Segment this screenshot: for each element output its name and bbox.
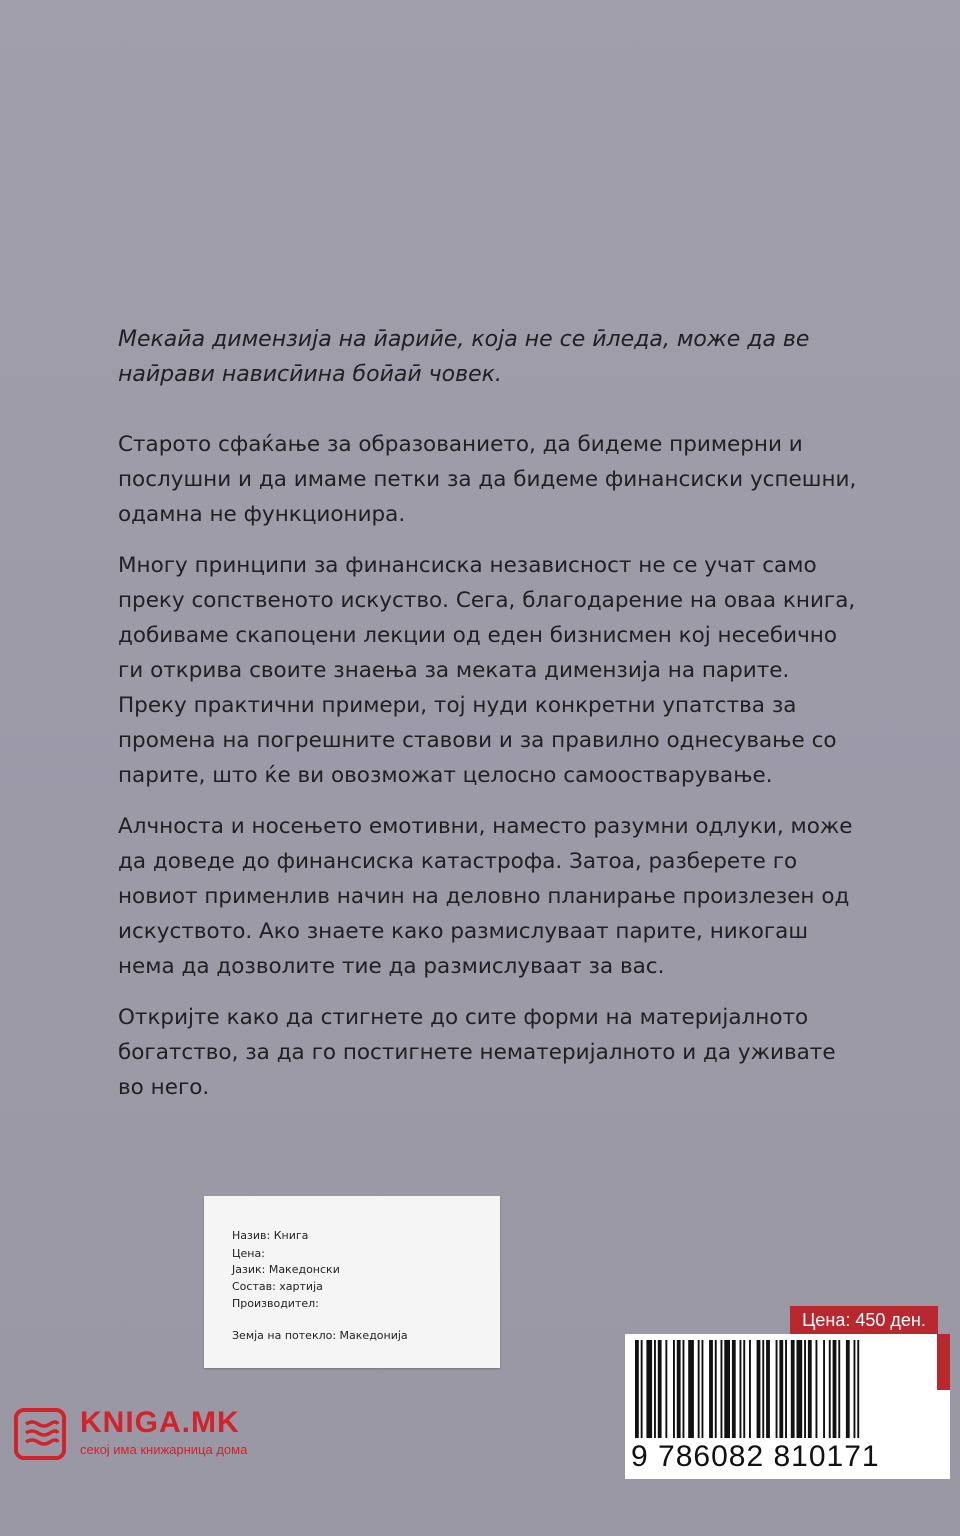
cover-quote: Мекаӣа димензија на ӣариӣе, која не се ӣледа, може да ве наӣрави нависӣина боӣаӣ човек.: [118, 327, 810, 387]
barcode-bar: [709, 1340, 713, 1438]
description-text: [118, 427, 858, 1121]
sticker-price: Цена:: [232, 1247, 265, 1260]
barcode-bar: [797, 1340, 803, 1438]
paragraph-2: Многу принципи за финансиска независност не се учат само преку сопственото искуство. Сега, благодарение на оваа книга, добиваме скапоцени лекции од еден бизнисмен кој несебично ги открива своите знаења за меката димензија на парите. Преку практични примери, тој нуди конкретни упатства за промена на погрешните ставови и за правилно однесување со парите, што ќе ви овозможат целосно самоостварување.: [118, 553, 856, 788]
barcode-bar: [721, 1340, 723, 1438]
barcode-bar: [776, 1340, 778, 1438]
price-tag: Цена: 450 ден.: [790, 1306, 938, 1334]
red-edge-strip: [937, 1334, 950, 1390]
barcode: [625, 1334, 950, 1479]
barcode-bar: [785, 1340, 787, 1438]
book-logo-icon: [14, 1408, 66, 1460]
barcode-bar: [791, 1340, 795, 1438]
barcode-bar: [641, 1340, 643, 1438]
product-info-sticker: [204, 1196, 500, 1368]
barcode-number: 9 786082 810171: [631, 1440, 880, 1473]
barcode-bar: [749, 1340, 751, 1438]
barcode-bar: [665, 1340, 667, 1438]
sticker-manufacturer: Производител:: [232, 1297, 319, 1310]
sticker-name: Назив: Книга: [232, 1229, 309, 1242]
barcode-bar: [833, 1340, 837, 1438]
barcode-bar: [743, 1340, 745, 1438]
sticker-composition: Состав: хартија: [232, 1280, 323, 1293]
barcode-bar: [829, 1340, 831, 1438]
barcode-bar: [715, 1340, 717, 1438]
barcode-bar: [757, 1340, 761, 1438]
barcode-bar: [724, 1340, 730, 1438]
barcode-bar: [762, 1340, 764, 1438]
paragraph-1: Старото сфаќање за образованието, да бидеме примерни и послушни и да имаме петки за да бидеме финансиски успешни, одамна не функционира.: [118, 432, 857, 527]
logo-name: KNIGA.MK: [80, 1406, 240, 1439]
paragraph-3: Алчноста и носењето емотивни, наместо разумни одлуки, може да доведе до финансиска катастрофа. Затоа, разберете го новиот применлив начин на деловно планирање произлезен од искуството. Ако знаете како размислуваат парите, никогаш нема да дозволите тие да размислуваат за вас.: [118, 814, 853, 979]
barcode-bar: [654, 1340, 656, 1438]
barcode-bar: [646, 1340, 652, 1438]
barcode-bar: [673, 1340, 675, 1438]
barcode-bar: [740, 1340, 742, 1438]
logo-tagline: секој има книжарница дома: [80, 1442, 248, 1457]
sticker-language: Јазик: Македонски: [232, 1263, 340, 1276]
barcode-bar: [688, 1340, 694, 1438]
barcode-bars: [633, 1340, 923, 1442]
barcode-bar: [677, 1340, 681, 1438]
barcode-bar: [846, 1340, 850, 1438]
barcode-bar: [854, 1340, 856, 1438]
barcode-bar: [732, 1340, 736, 1438]
barcode-bar: [683, 1340, 685, 1438]
barcode-bar: [779, 1340, 783, 1438]
paragraph-4: Откријте како да стигнете до сите форми на материјалното богатство, за да го постигнете нематеријалното и да уживате во него.: [118, 1005, 836, 1100]
barcode-bar: [816, 1340, 818, 1438]
barcode-bar: [698, 1340, 700, 1438]
barcode-bar: [635, 1340, 639, 1438]
barcode-bar: [766, 1340, 770, 1438]
barcode-bar: [804, 1340, 806, 1438]
barcode-bar: [702, 1340, 704, 1438]
barcode-bar: [658, 1340, 662, 1438]
barcode-bar: [823, 1340, 825, 1438]
barcode-bar: [857, 1340, 859, 1438]
sticker-origin: Земја на потекло: Македонија: [232, 1329, 408, 1342]
barcode-bar: [838, 1340, 840, 1438]
barcode-bar: [808, 1340, 812, 1438]
